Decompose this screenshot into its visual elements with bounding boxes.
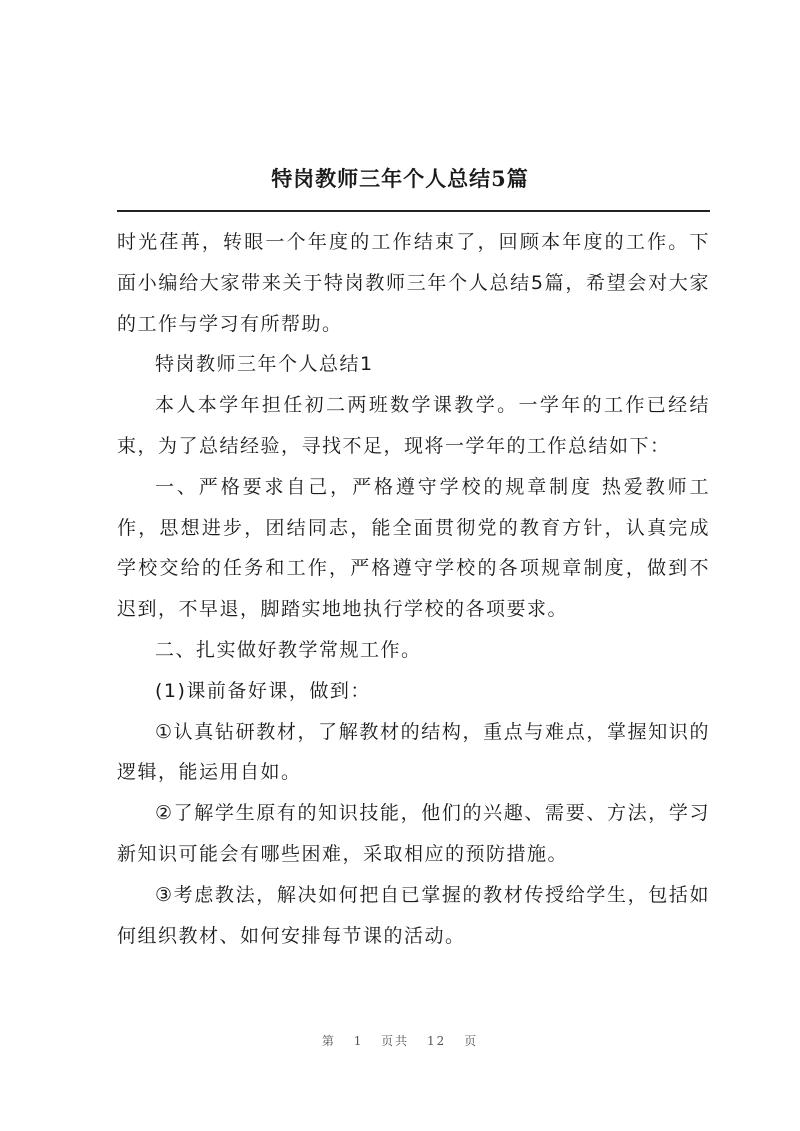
title-divider [117,210,710,212]
body-paragraph: 一、严格要求自己，严格遵守学校的规章制度 热爱教师工作，思想进步，团结同志，能全面贯彻党的教育方针，认真完成学校交给的任务和工作，严格遵守学校的各项规章制度，做到不迟到，不早退，脚踏实地地执行学校的各项要求。 [117,475,710,621]
footer-page-number: 1 [353,1034,364,1048]
list-item: ②了解学生原有的知识技能，他们的兴趣、需要、方法，学习新知识可能会有哪些困难，采取相应的预防措施。 [117,802,710,865]
document-title: 特岗教师三年个人总结5篇 [271,166,529,191]
document-body [117,222,710,956]
intro-paragraph: 时光荏苒，转眼一个年度的工作结束了，回顾本年度的工作。下面小编给大家带来关于特岗教师三年个人总结5篇，希望会对大家的工作与学习有所帮助。 [117,231,710,335]
body-paragraph: 本人本学年担任初二两班数学课教学。一学年的工作已经结束，为了总结经验，寻找不足，现将一学年的工作总结如下： [117,394,710,457]
footer-middle: 页共 [381,1034,410,1048]
body-paragraph: (1)课前备好课，做到： [155,679,371,702]
section-heading: 特岗教师三年个人总结1 [155,353,374,376]
footer-total-pages: 12 [427,1034,447,1048]
page-footer [0,1032,800,1049]
body-paragraph: 二、扎实做好教学常规工作。 [155,638,422,661]
list-item: ③考虑教法，解决如何把自已掌握的教材传授给学生，包括如何组织教材、如何安排每节课的活动。 [117,883,710,947]
list-item: ①认真钻研教材，了解教材的结构，重点与难点，掌握知识的逻辑，能运用自如。 [117,720,710,784]
footer-suffix: 页 [464,1034,479,1048]
footer-prefix: 第 [321,1034,336,1048]
